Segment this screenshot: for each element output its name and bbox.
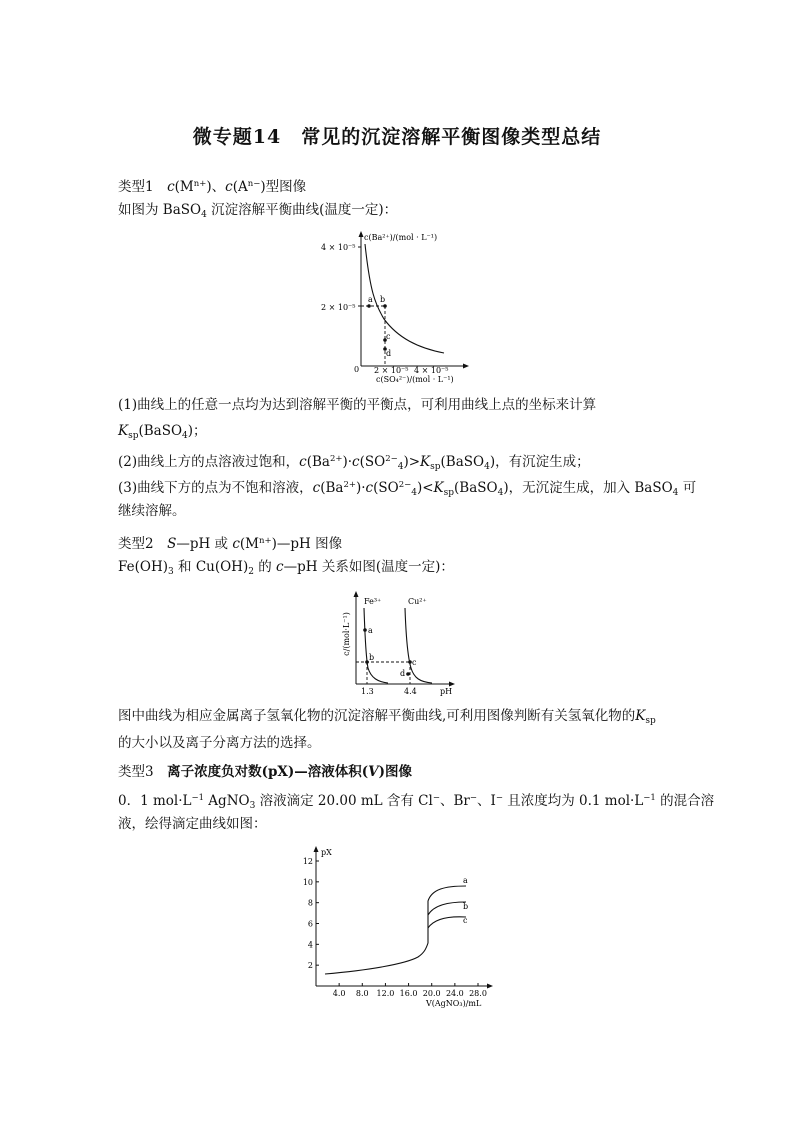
chart1-label-a: a bbox=[368, 295, 373, 304]
type1-heading-mid: )、 bbox=[206, 179, 226, 195]
type2-intro-e: —pH 关系如图(温度一定)： bbox=[283, 559, 454, 575]
type1-p2-hsub: 4 bbox=[484, 462, 490, 472]
type1-p3-e: c bbox=[365, 480, 374, 496]
type3-heading-v: V bbox=[368, 764, 379, 780]
type3-intro-cont bbox=[118, 814, 678, 834]
baso4-solubility-chart bbox=[318, 226, 478, 388]
chart2-x-tick-1: 1.3 bbox=[361, 687, 374, 696]
chart3-curve-a bbox=[325, 886, 469, 974]
chart2-cu-curve bbox=[405, 608, 432, 683]
type3-heading bbox=[118, 762, 678, 782]
type2-desc-cont bbox=[118, 733, 678, 753]
type3-intro-g: 的混合溶 bbox=[655, 793, 715, 809]
type2-heading bbox=[118, 531, 678, 554]
type2-heading-c: c bbox=[232, 536, 240, 552]
type1-p3-fsub: 4 bbox=[411, 488, 417, 498]
type1-p3-h: (BaSO bbox=[454, 480, 498, 496]
type1-p2-i: )，有沉淀生成； bbox=[489, 454, 590, 470]
chart3-y-tick-label: 6 bbox=[307, 919, 313, 929]
type1-p2-ksub: sp bbox=[430, 462, 441, 472]
type1-heading-m-sup: n+ bbox=[193, 179, 207, 189]
type1-p3-line2: 继续溶解。 bbox=[118, 503, 186, 519]
chart1-point-b bbox=[383, 304, 387, 308]
type1-heading-a-sup: n− bbox=[247, 179, 261, 189]
type1-heading-prefix: 类型1 bbox=[118, 179, 168, 195]
type1-heading bbox=[118, 174, 678, 197]
type1-p2-fsub: 4 bbox=[397, 462, 404, 472]
type1-p1-ksub: sp bbox=[128, 431, 139, 441]
type3-intro-a: 0．1 mol·L bbox=[118, 793, 192, 809]
type1-p1-b: (BaSO bbox=[138, 423, 183, 439]
chart1-equilibrium-curve bbox=[365, 244, 444, 353]
type1-heading-m: (M bbox=[174, 179, 194, 195]
type3-heading-prefix: 类型3 bbox=[118, 764, 168, 780]
type2-intro-asub: 3 bbox=[168, 567, 174, 577]
type1-p2-a: (2)曲线上方的点溶液过饱和， bbox=[118, 454, 300, 470]
chart2-x-tick-2: 4.4 bbox=[404, 687, 417, 696]
hydroxide-ph-chart bbox=[334, 588, 464, 700]
chart3-y-tick-label: 8 bbox=[307, 898, 313, 908]
type2-desc-line2: 的大小以及离子分离方法的选择。 bbox=[118, 735, 321, 751]
chart2-x-label: pH bbox=[440, 687, 453, 696]
type1-p2-e: c bbox=[352, 454, 360, 470]
type3-intro-bsub: 3 bbox=[249, 801, 256, 811]
type1-p2-k: K bbox=[420, 454, 431, 470]
type1-p3-j: 可 bbox=[678, 480, 697, 496]
type1-heading-c1: c bbox=[167, 179, 175, 195]
chart3-x-label: V(AgNO₃)/mL bbox=[426, 999, 482, 1008]
chart1-y-tick-mid: 2 × 10⁻⁵ bbox=[321, 303, 356, 312]
type3-intro-esup: − bbox=[495, 793, 503, 803]
chart2-label-b: b bbox=[369, 653, 375, 662]
type1-heading-c2: c bbox=[225, 179, 233, 195]
chart2-label-c: c bbox=[412, 658, 417, 667]
type1-intro bbox=[118, 200, 678, 225]
type2-intro bbox=[118, 557, 678, 582]
chart3-y-tick-label: 12 bbox=[302, 857, 313, 866]
type3-intro-c: 溶液滴定 20.00 mL 含有 Cl bbox=[255, 793, 433, 809]
type1-p3-c: (Ba bbox=[320, 480, 344, 496]
chart2-series-fe: Fe³⁺ bbox=[364, 597, 382, 606]
chart3-x-tick-label: 8.0 bbox=[355, 989, 369, 998]
chart1-y-label: c(Ba²⁺)/(mol · L⁻¹) bbox=[364, 233, 438, 242]
type2-intro-d: c bbox=[276, 559, 284, 575]
type1-heading-a: (A bbox=[232, 179, 248, 195]
type3-intro-dsup: − bbox=[469, 793, 477, 803]
type1-p3-csup: 2+ bbox=[343, 480, 356, 490]
type1-p2-d: )· bbox=[342, 454, 353, 470]
chart3-x-tick-label: 20.0 bbox=[422, 989, 441, 998]
chart1-x-tick-2: 4 × 10⁻⁵ bbox=[414, 366, 449, 375]
type1-p3-hsub: 4 bbox=[497, 488, 504, 498]
type1-p3-g: )< bbox=[416, 480, 434, 496]
chart2-point-d bbox=[406, 672, 410, 676]
type1-point3 bbox=[118, 475, 697, 503]
type1-p3-k: K bbox=[433, 480, 444, 496]
chart2-label-d: d bbox=[400, 669, 406, 678]
type1-p3-d: )· bbox=[355, 480, 366, 496]
chart3-curve-b bbox=[428, 902, 469, 915]
type2-intro-c: 的 bbox=[253, 559, 277, 575]
chart1-x-tick-1: 2 × 10⁻⁵ bbox=[374, 366, 409, 375]
type1-point2 bbox=[118, 449, 678, 477]
type3-intro-e: 、I bbox=[476, 793, 496, 809]
type1-p2-b: c bbox=[299, 454, 307, 470]
type2-heading-prefix: 类型2 bbox=[118, 536, 168, 552]
type1-p3-b: c bbox=[312, 480, 321, 496]
chart3-x-tick-label: 24.0 bbox=[445, 989, 464, 998]
type3-intro-f: 且浓度均为 0.1 mol·L bbox=[502, 793, 644, 809]
type2-intro-a: Fe(OH) bbox=[118, 559, 168, 575]
chart1-point-a bbox=[367, 304, 371, 308]
chart2-point-a bbox=[363, 628, 367, 632]
chart3-y-tick-label: 2 bbox=[307, 961, 313, 971]
type3-intro-line2: 液，绘得滴定曲线如图： bbox=[118, 816, 267, 832]
type1-heading-suffix: )型图像 bbox=[260, 179, 307, 195]
type1-p2-csup: 2+ bbox=[329, 454, 343, 464]
chart1-label-b: b bbox=[380, 295, 386, 304]
type2-heading-suffix: )—pH 图像 bbox=[271, 536, 343, 552]
page-title: 微专题14 常见的沉淀溶解平衡图像类型总结 bbox=[192, 126, 602, 148]
titration-px-chart bbox=[300, 843, 500, 1013]
type3-intro-csup: − bbox=[432, 793, 440, 803]
chart3-x-tick-label: 16.0 bbox=[399, 989, 418, 998]
type3-heading-text: 离子浓度负对数(pX)—溶液体积( bbox=[167, 764, 369, 780]
chart3-x-arrow bbox=[487, 984, 493, 989]
chart3-y-ticks bbox=[303, 857, 319, 970]
chart1-label-c: c bbox=[386, 332, 391, 341]
type1-point1-cont bbox=[118, 421, 678, 446]
chart2-fe-curve bbox=[364, 608, 388, 683]
chart3-x-tick-label: 28.0 bbox=[469, 989, 487, 998]
chart3-label-c: c bbox=[463, 916, 468, 925]
type1-point3-cont bbox=[118, 501, 678, 521]
chart1-y-tick-top: 4 × 10⁻⁵ bbox=[321, 243, 356, 252]
type2-desc-a: 图中曲线为相应金属离子氢氧化物的沉淀溶解平衡曲线,可利用图像判断有关氢氧化物的 bbox=[118, 708, 636, 724]
type3-intro-b: AgNO bbox=[204, 793, 250, 809]
chart3-x-ticks bbox=[333, 983, 487, 998]
type2-heading-mid: —pH 或 bbox=[176, 536, 233, 552]
chart3-y-label: pX bbox=[321, 848, 332, 857]
type1-p3-ksub: sp bbox=[443, 488, 455, 498]
type2-intro-b: 和 Cu(OH) bbox=[173, 559, 249, 575]
type3-intro-d: 、Br bbox=[439, 793, 470, 809]
type2-heading-s: S bbox=[167, 536, 177, 552]
type1-intro-a: 如图为 BaSO bbox=[118, 202, 202, 218]
type3-heading-suffix: )图像 bbox=[378, 764, 413, 780]
chart2-series-cu: Cu²⁺ bbox=[408, 597, 427, 606]
type1-p1-bsub: 4 bbox=[182, 431, 188, 441]
chart3-y-tick-label: 10 bbox=[302, 877, 313, 887]
type3-intro-fsup: −1 bbox=[643, 793, 656, 803]
type2-desc bbox=[118, 706, 678, 731]
type1-point1 bbox=[118, 395, 678, 415]
chart3-label-b: b bbox=[463, 902, 469, 911]
chart1-origin: 0 bbox=[354, 365, 360, 374]
type1-p3-a: (3)曲线下方的点为不饱和溶液， bbox=[118, 480, 313, 496]
type3-intro-asup: −1 bbox=[191, 793, 205, 803]
chart3-x-tick-label: 4.0 bbox=[332, 989, 346, 998]
type1-p2-fsup: 2− bbox=[385, 454, 398, 464]
chart1-x-label: c(SO₄²⁻)/(mol · L⁻¹) bbox=[376, 375, 454, 384]
type1-p1-text: (1)曲线上的任意一点均为达到溶解平衡的平衡点，可利用曲线上点的坐标来计算 bbox=[118, 397, 597, 413]
type1-intro-sub: 4 bbox=[201, 210, 207, 220]
type1-p2-h: (BaSO bbox=[440, 454, 485, 470]
type2-heading-m: (M bbox=[239, 536, 259, 552]
type2-desc-ksub: sp bbox=[645, 716, 656, 726]
chart2-label-a: a bbox=[368, 626, 373, 635]
chart3-y-tick-label: 4 bbox=[307, 940, 313, 950]
chart3-label-a: a bbox=[463, 876, 468, 885]
chart3-curve-c bbox=[428, 917, 466, 928]
type1-p3-fsup: 2− bbox=[398, 480, 412, 490]
type1-p3-i: )，无沉淀生成，加入 BaSO bbox=[503, 480, 673, 496]
chart2-y-arrow bbox=[354, 591, 359, 597]
chart2-x-arrow bbox=[449, 682, 455, 687]
chart1-y-arrow bbox=[359, 231, 364, 237]
type1-p2-c: (Ba bbox=[306, 454, 330, 470]
type1-p1-k: K bbox=[118, 423, 129, 439]
chart2-y-label: c/(mol·L⁻¹) bbox=[342, 612, 351, 656]
type3-intro bbox=[118, 788, 715, 816]
chart3-x-tick-label: 12.0 bbox=[376, 989, 395, 998]
type1-p3-isub: 4 bbox=[672, 488, 679, 498]
chart3-y-arrow bbox=[314, 846, 319, 852]
type1-intro-b: 沉淀溶解平衡曲线(温度一定)： bbox=[206, 202, 398, 218]
chart1-x-arrow bbox=[463, 364, 469, 369]
type2-intro-bsub: 2 bbox=[248, 567, 254, 577]
type1-p2-f: (SO bbox=[359, 454, 386, 470]
type2-desc-k: K bbox=[635, 708, 646, 724]
chart1-label-d: d bbox=[386, 349, 392, 358]
type2-heading-m-sup: n+ bbox=[259, 536, 272, 546]
type1-p2-g: )> bbox=[403, 454, 421, 470]
type1-p1-c: )； bbox=[187, 423, 207, 439]
type1-p3-f: (SO bbox=[373, 480, 399, 496]
